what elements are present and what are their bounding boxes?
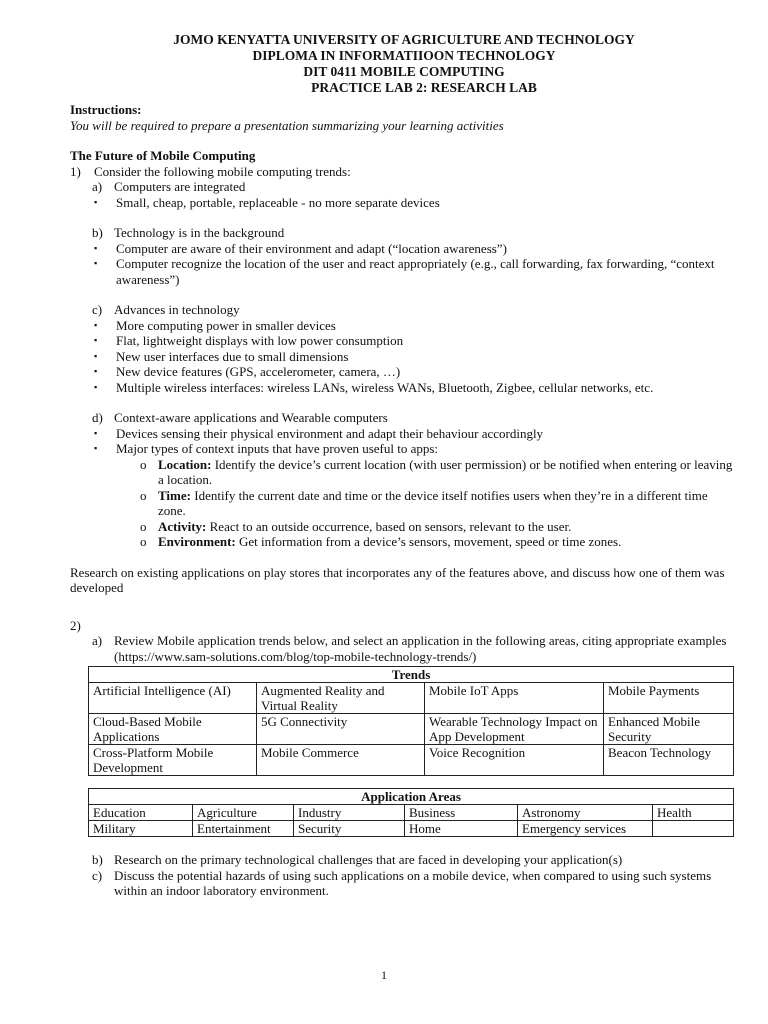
context-text: Get information from a device’s sensors, movement, speed or time zones. xyxy=(239,534,622,549)
item-letter: d) xyxy=(92,410,103,425)
table-cell: Home xyxy=(405,821,518,837)
bullet-text: New user interfaces due to small dimensions xyxy=(116,348,349,364)
trends-table-title: Trends xyxy=(89,667,734,683)
list-item xyxy=(70,302,738,318)
table-row xyxy=(89,683,734,714)
course-name: DIT 0411 MOBILE COMPUTING xyxy=(303,64,505,79)
table-cell: Education xyxy=(89,805,193,821)
square-bullet-icon: ▪ xyxy=(94,319,98,330)
item-text: Advances in technology xyxy=(114,302,240,317)
bullet-text: Computer are aware of their environment and adapt (“location awareness”) xyxy=(116,240,507,256)
table-cell: Enhanced Mobile Security xyxy=(604,714,734,745)
circle-bullet-icon: o xyxy=(140,518,147,534)
square-bullet-icon: ▪ xyxy=(94,258,98,268)
table-cell: Health xyxy=(653,805,734,821)
bullet-item xyxy=(70,318,738,334)
square-bullet-icon: ▪ xyxy=(94,350,98,361)
bullet-item xyxy=(70,426,738,442)
areas-table-title: Application Areas xyxy=(89,789,734,805)
item-text: Computers are integrated xyxy=(114,179,246,194)
square-bullet-icon: ▪ xyxy=(94,335,98,345)
bullet-text: Small, cheap, portable, replaceable - no more separate devices xyxy=(116,194,440,210)
square-bullet-icon: ▪ xyxy=(94,381,98,392)
list-item xyxy=(70,410,738,426)
list-item xyxy=(70,225,738,241)
item-letter: a) xyxy=(92,179,103,194)
bullet-item xyxy=(70,380,738,396)
bullet-item xyxy=(70,364,738,380)
bullet-text: Flat, lightweight displays with low power consumption xyxy=(116,333,404,348)
table-cell: Entertainment xyxy=(193,821,294,837)
item-letter: c) xyxy=(92,302,103,317)
list-item xyxy=(70,633,738,664)
square-bullet-icon: ▪ xyxy=(94,242,98,253)
item-letter: a) xyxy=(92,633,103,648)
table-cell: 5G Connectivity xyxy=(257,714,425,745)
question-text: Consider the following mobile computing trends: xyxy=(94,163,351,179)
table-cell: Cloud-Based Mobile Applications xyxy=(89,714,257,745)
table-cell: Security xyxy=(294,821,405,837)
page-number: 1 xyxy=(381,968,387,982)
sub-bullet-item xyxy=(70,457,738,488)
square-bullet-icon: ▪ xyxy=(94,196,98,207)
table-cell: Emergency services xyxy=(518,821,653,837)
square-bullet-icon: ▪ xyxy=(94,366,98,376)
document-page xyxy=(70,32,738,899)
bullet-text: More computing power in smaller devices xyxy=(116,317,336,333)
item-letter: b) xyxy=(92,852,103,867)
sub-bullet-item xyxy=(70,488,738,519)
question-1 xyxy=(70,164,738,180)
program-name: DIPLOMA IN INFORMATIIOON TECHNOLOGY xyxy=(252,48,556,63)
context-label: Activity: xyxy=(158,518,207,534)
table-cell: Artificial Intelligence (AI) xyxy=(89,683,257,714)
table-cell: Cross-Platform Mobile Development xyxy=(89,745,257,776)
bullet-text: Devices sensing their physical environment and adapt their behaviour accordingly xyxy=(116,425,544,441)
context-label: Time: xyxy=(158,487,191,503)
context-text: Identify the device’s current location (with user permission) or be notified when entering or leaving a location. xyxy=(158,456,733,487)
trends-table xyxy=(88,666,734,776)
item-letter: c) xyxy=(92,867,103,883)
university-name: JOMO KENYATTA UNIVERSITY OF AGRICULTURE AND TECHNOLOGY xyxy=(173,32,635,47)
table-cell: Mobile Payments xyxy=(604,683,734,714)
table-row xyxy=(89,805,734,821)
item-text: Context-aware applications and Wearable computers xyxy=(114,410,388,425)
context-text: React to an outside occurrence, based on sensors, relevant to the user. xyxy=(209,518,572,534)
bullet-item xyxy=(70,333,738,349)
document-header xyxy=(70,32,738,96)
item-text: Research on the primary technological challenges that are faced in developing your application(s) xyxy=(114,852,623,867)
section-heading: The Future of Mobile Computing xyxy=(70,148,256,163)
table-cell: Voice Recognition xyxy=(425,745,604,776)
circle-bullet-icon: o xyxy=(140,456,147,472)
question-2-number: 2) xyxy=(70,617,81,633)
bullet-item xyxy=(70,241,738,257)
table-cell: Agriculture xyxy=(193,805,294,821)
research-paragraph: Research on existing applications on play stores that incorporates any of the features above, and discuss how one of them was developed xyxy=(70,564,725,595)
bullet-text: Multiple wireless interfaces: wireless LANs, wireless WANs, Bluetooth, Zigbee, cellular networks, etc. xyxy=(116,379,654,395)
list-item xyxy=(70,852,738,868)
item-text: Discuss the potential hazards of using such applications on a mobile device, when compared to using such systems within an indoor laboratory environment. xyxy=(114,867,712,898)
table-row xyxy=(89,821,734,837)
context-text: Identify the current date and time or the device itself notifies users when they’re in a different time zone. xyxy=(158,487,708,518)
item-letter: b) xyxy=(92,225,103,240)
context-label: Environment: xyxy=(158,534,236,549)
table-cell: Mobile Commerce xyxy=(257,745,425,776)
instructions-heading: Instructions: xyxy=(70,102,142,117)
table-cell: Military xyxy=(89,821,193,837)
bullet-item xyxy=(70,195,738,211)
item-text: Review Mobile application trends below, and select an application in the following areas, citing appropriate examples (https://www.sam-solutions.com/blog/top-mobile-technology-trends/) xyxy=(114,633,727,664)
question-number: 1) xyxy=(70,163,81,179)
application-areas-table xyxy=(88,788,734,837)
bullet-item xyxy=(70,441,738,457)
circle-bullet-icon: o xyxy=(140,534,147,549)
table-row xyxy=(89,745,734,776)
sub-bullet-item xyxy=(70,519,738,535)
table-row xyxy=(89,714,734,745)
table-cell: Business xyxy=(405,805,518,821)
square-bullet-icon: ▪ xyxy=(94,427,98,438)
item-text: Technology is in the background xyxy=(114,225,285,240)
bullet-item xyxy=(70,349,738,365)
instructions-text: You will be required to prepare a presentation summarizing your learning activities xyxy=(70,117,504,133)
table-cell: Wearable Technology Impact on App Development xyxy=(425,714,604,745)
context-label: Location: xyxy=(158,456,212,472)
sub-bullet-item xyxy=(70,534,738,550)
bullet-text: New device features (GPS, accelerometer, camera, …) xyxy=(116,364,401,379)
bullet-text: Computer recognize the location of the user and react appropriately (e.g., call forwarding, fax forwarding, “context awareness”) xyxy=(116,256,715,287)
bullet-text: Major types of context inputs that have proven useful to apps: xyxy=(116,441,439,456)
list-item xyxy=(70,179,738,195)
square-bullet-icon: ▪ xyxy=(94,443,98,453)
table-cell: Mobile IoT Apps xyxy=(425,683,604,714)
table-cell: Industry xyxy=(294,805,405,821)
table-cell: Astronomy xyxy=(518,805,653,821)
bullet-item xyxy=(70,256,738,287)
table-cell xyxy=(653,821,734,837)
circle-bullet-icon: o xyxy=(140,487,147,503)
list-item xyxy=(70,868,738,899)
lab-title: PRACTICE LAB 2: RESEARCH LAB xyxy=(311,80,537,95)
table-cell: Augmented Reality and Virtual Reality xyxy=(257,683,425,714)
table-cell: Beacon Technology xyxy=(604,745,734,776)
